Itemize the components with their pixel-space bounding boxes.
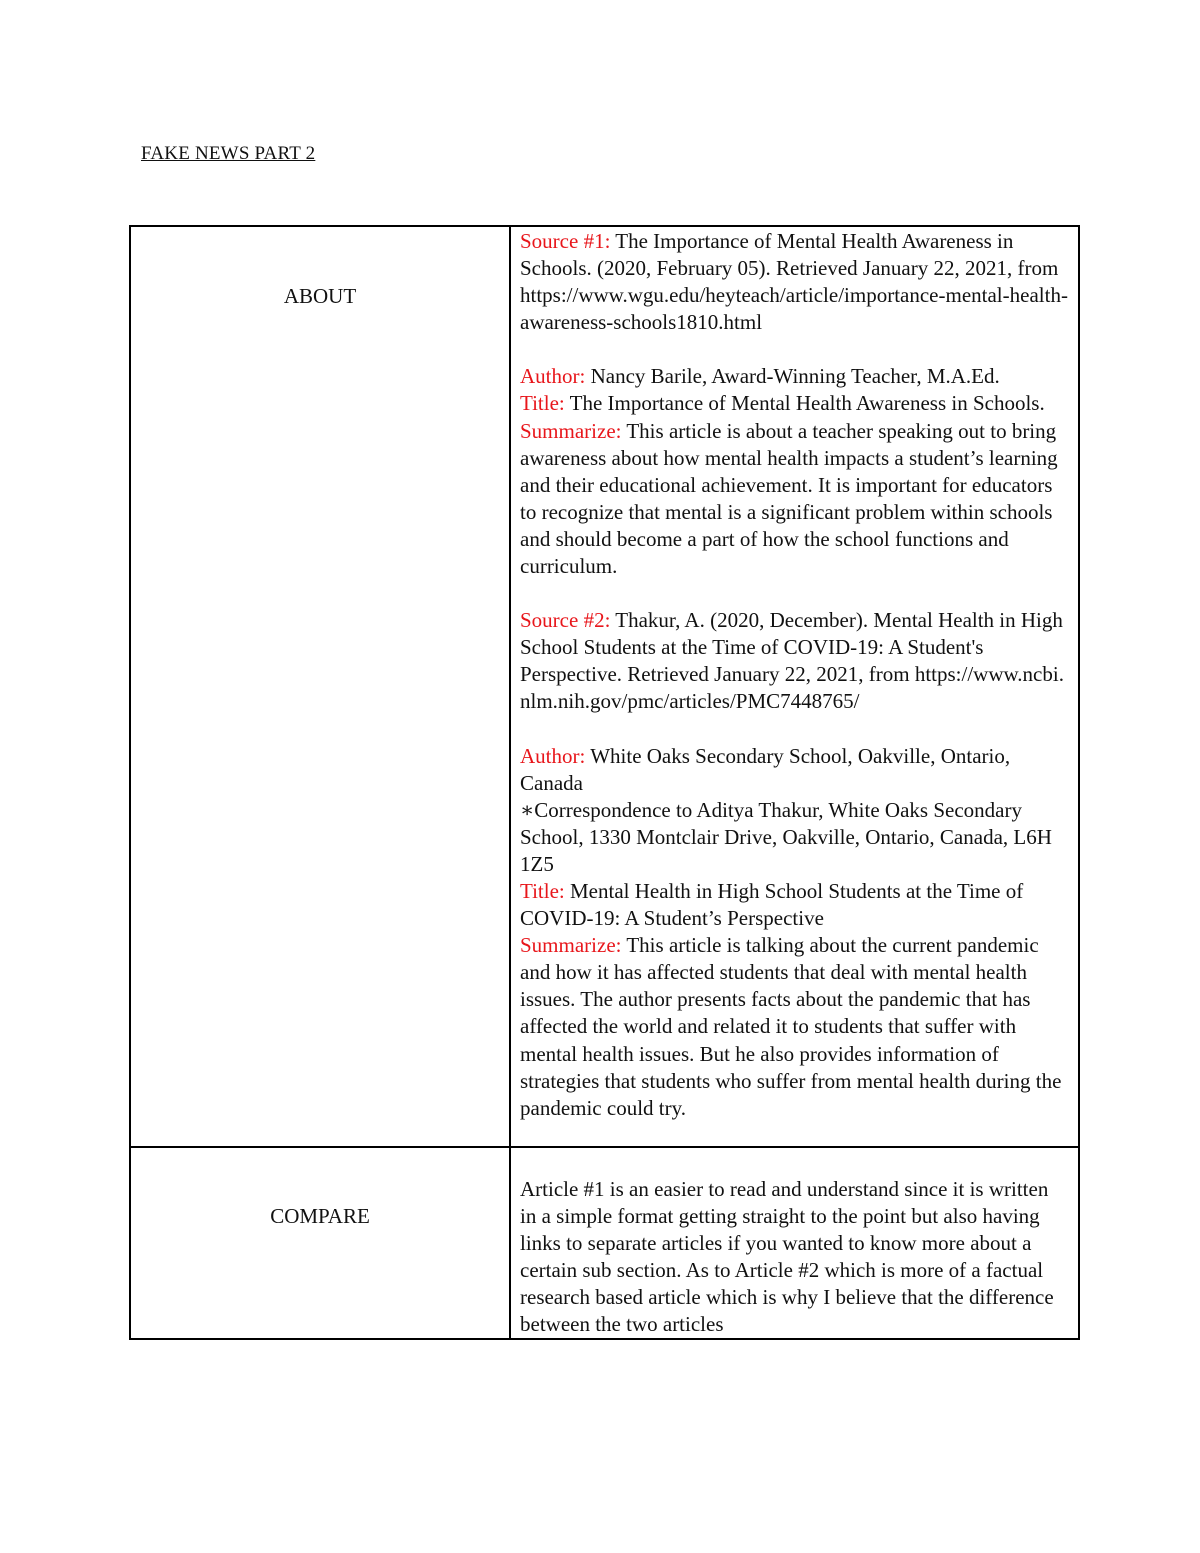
source2-correspondence: ∗Correspondence to Aditya Thakur, White Oaks Secondary School, 1330 Montclair Drive, Oakville, Ontario, Canada, L6H 1Z5	[520, 797, 1052, 876]
compare-label-cell	[130, 1147, 510, 1340]
comparison-table	[129, 225, 1080, 1340]
source2-citation	[520, 607, 1068, 715]
source2-author-label: Author:	[520, 743, 586, 768]
source1-summary-text: This article is about a teacher speaking out to bring awareness about how mental health impacts a student’s learning and their educational achievement. It is important for educators to recognize that mental is a significant problem within schools and should become a part of how the school functions and curriculum.	[520, 418, 1058, 579]
source2-citation-text: Thakur, A. (2020, December). Mental Health in High School Students at the Time of COVID-19: A Student's Perspective. Retrieved January 22, 2021, from	[520, 608, 1063, 687]
source2-url: https://www.ncbi.nlm.nih.gov/pmc/articles/PMC7448765/	[520, 662, 1064, 714]
about-row-label: ABOUT	[283, 284, 357, 308]
source1-title-text: The Importance of Mental Health Awareness in Schools.	[569, 391, 1045, 416]
source1-title	[520, 390, 1068, 417]
about-content-cell	[510, 226, 1079, 1147]
source2-author	[520, 743, 1068, 797]
source1-author-label: Author:	[520, 364, 586, 389]
source1-author	[520, 363, 1068, 390]
source2-summary	[520, 932, 1068, 1122]
source1-summary	[520, 418, 1068, 581]
source2-summary-label: Summarize:	[520, 933, 622, 958]
source1-citation-text: The Importance of Mental Health Awareness in Schools. (2020, February 05). Retrieved January 22, 2021, from	[520, 229, 1059, 281]
source2-title	[520, 878, 1068, 932]
source1-citation	[520, 228, 1068, 336]
compare-text: Article #1 is an easier to read and understand since it is written in a simple format getting straight to the point but also having links to separate articles if you wanted to know more about a certain sub section. As to Article #2 which is more of a factual research based article which is why I believe that the difference between the two articles	[520, 1176, 1054, 1337]
source1-label: Source #1:	[520, 229, 611, 253]
table-row-compare	[130, 1147, 1079, 1340]
source2-author-text: White Oaks Secondary School, Oakville, Ontario, Canada	[520, 743, 1011, 795]
document-title: FAKE NEWS PART 2	[141, 143, 316, 164]
source2-title-text: Mental Health in High School Students at the Time of COVID-19: A Student’s Perspective	[520, 878, 1024, 931]
source1-summary-label: Summarize:	[520, 418, 622, 443]
source2-label: Source #2:	[520, 608, 611, 633]
compare-content-cell	[510, 1147, 1079, 1340]
compare-row-label: COMPARE	[270, 1203, 370, 1228]
source2-summary-text: This article is talking about the current pandemic and how it has affected students that deal with mental health issues. The author presents facts about the pandemic that has affected the world and related it to students that suffer with mental health issues. But he also provides information of strategies that students who suffer from mental health during the pandemic could try.	[520, 933, 1062, 1120]
source1-url: https://www.wgu.edu/heyteach/article/importance-mental-health-awareness-schools1810.html	[520, 283, 1068, 335]
source1-title-label: Title:	[520, 391, 565, 416]
about-label-cell	[130, 226, 510, 1147]
source1-author-text: Nancy Barile, Award-Winning Teacher, M.A.Ed.	[590, 364, 1000, 389]
source2-title-label: Title:	[520, 878, 565, 903]
table-row-about	[130, 226, 1079, 1147]
